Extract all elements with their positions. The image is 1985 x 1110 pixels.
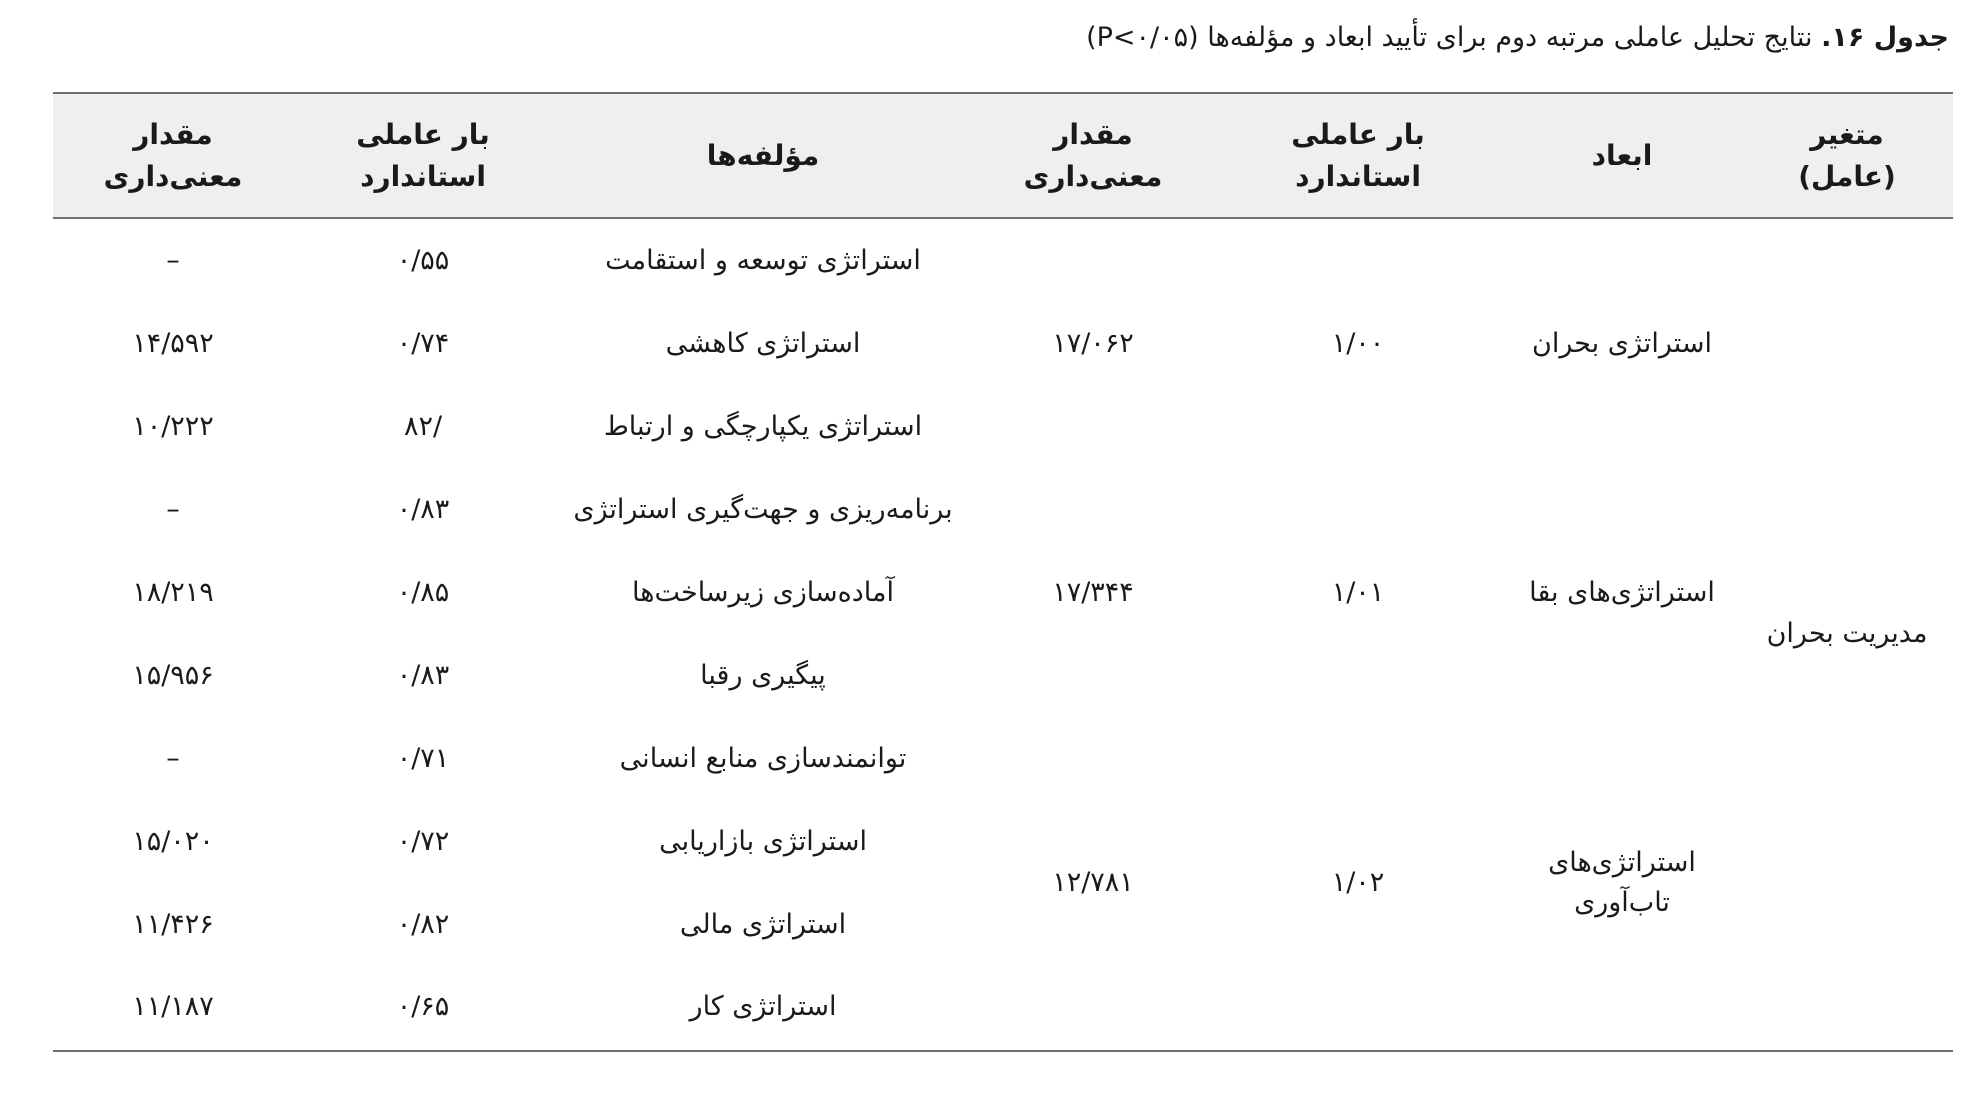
component-name: استراتژی یکپارچگی و ارتباط: [603, 410, 923, 442]
component-loading: ۰/۷۴: [396, 327, 450, 359]
header-comp-significance-line1: مقدار: [133, 117, 213, 151]
component-significance: ۱۸/۲۱۹: [132, 576, 214, 608]
component-loading: ۰/۷۱: [396, 742, 450, 774]
component-name: توانمندسازی منابع انسانی: [619, 742, 907, 774]
component-name: استراتژی توسعه و استقامت: [605, 244, 921, 276]
component-significance: ۱۵/۹۵۶: [132, 659, 214, 691]
component-loading: ۰/۷۲: [396, 825, 450, 857]
component-significance: –: [166, 742, 180, 774]
component-name: برنامه‌ریزی و جهت‌گیری استراتژی: [573, 493, 953, 525]
component-significance: ۱۱/۱۸۷: [132, 991, 214, 1022]
header-dim-significance-line1: مقدار: [1053, 117, 1133, 151]
results-table: [53, 92, 1953, 1052]
component-significance: ۱۰/۲۲۲: [132, 410, 214, 442]
component-loading: ۰/۵۵: [396, 244, 450, 276]
dimension-loading: ۱/۰۱: [1331, 576, 1385, 608]
header-dim-loading-line1: بار عاملی: [1291, 117, 1425, 151]
component-name: استراتژی مالی: [679, 908, 847, 940]
header-variable-line2: (عامل): [1798, 159, 1896, 193]
dimension-significance: ۱۷/۳۴۴: [1052, 576, 1134, 608]
dimension-significance: ۱۲/۷۸۱: [1052, 866, 1134, 898]
header-comp-loading-line1: بار عاملی: [356, 117, 490, 151]
component-name: استراتژی کار: [689, 991, 837, 1022]
component-loading: ۰/۶۵: [396, 991, 450, 1022]
component-significance: ۱۱/۴۲۶: [132, 908, 214, 940]
dimension-loading: ۱/۰۰: [1331, 327, 1385, 359]
header-component-line1: مؤلفه‌ها: [706, 138, 820, 172]
dimension-name: استراتژی‌های بقا: [1529, 576, 1715, 608]
component-significance: –: [166, 244, 180, 276]
caption-text: نتایج تحلیل عاملی مرتبه دوم برای تأیید ابعاد و مؤلفه‌ها (P<۰/۰۵): [1086, 22, 1813, 53]
component-significance: ۱۵/۰۲۰: [132, 825, 214, 857]
component-loading: ۰/۸۲: [396, 908, 450, 940]
header-dim-loading: [1213, 94, 1503, 217]
dimension-significance: ۱۷/۰۶۲: [1052, 327, 1134, 359]
component-loading: /۸۲: [403, 410, 443, 442]
component-loading: ۰/۸۳: [396, 659, 450, 691]
component-loading: ۰/۸۳: [396, 493, 450, 525]
header-dimension: [1503, 94, 1741, 217]
variable-cell: مدیریت بحران: [1766, 617, 1928, 649]
component-significance: ۱۴/۵۹۲: [132, 327, 214, 359]
table-header: [53, 94, 1953, 219]
header-dim-significance-line2: معنی‌داری: [1023, 159, 1163, 193]
header-comp-loading-line2: استاندارد: [360, 159, 486, 193]
component-significance: –: [166, 493, 180, 525]
component-name: پیگیری رقبا: [700, 659, 826, 691]
header-comp-significance-line2: معنی‌داری: [103, 159, 243, 193]
header-dim-significance: [973, 94, 1213, 217]
header-dim-loading-line2: استاندارد: [1295, 159, 1421, 193]
header-variable-line1: متغیر: [1810, 117, 1884, 151]
dimension-loading: ۱/۰۲: [1331, 866, 1385, 898]
header-component: [553, 94, 973, 217]
dimension-name-text: استراتژی‌های تاب‌آوری: [1548, 846, 1696, 918]
header-comp-loading: [293, 94, 553, 217]
dimension-name: [1503, 717, 1741, 1048]
caption-label: جدول ۱۶.: [1821, 22, 1949, 53]
component-loading: ۰/۸۵: [396, 576, 450, 608]
header-dimension-line1: ابعاد: [1591, 138, 1653, 172]
component-name: استراتژی کاهشی: [665, 327, 861, 359]
header-variable: [1741, 94, 1953, 217]
component-name: استراتژی بازاریابی: [659, 825, 867, 857]
header-comp-significance: [53, 94, 293, 217]
dimension-name: استراتژی بحران: [1532, 327, 1712, 359]
table-caption: [1086, 22, 1949, 53]
component-name: آماده‌سازی زیرساخت‌ها: [632, 576, 894, 608]
